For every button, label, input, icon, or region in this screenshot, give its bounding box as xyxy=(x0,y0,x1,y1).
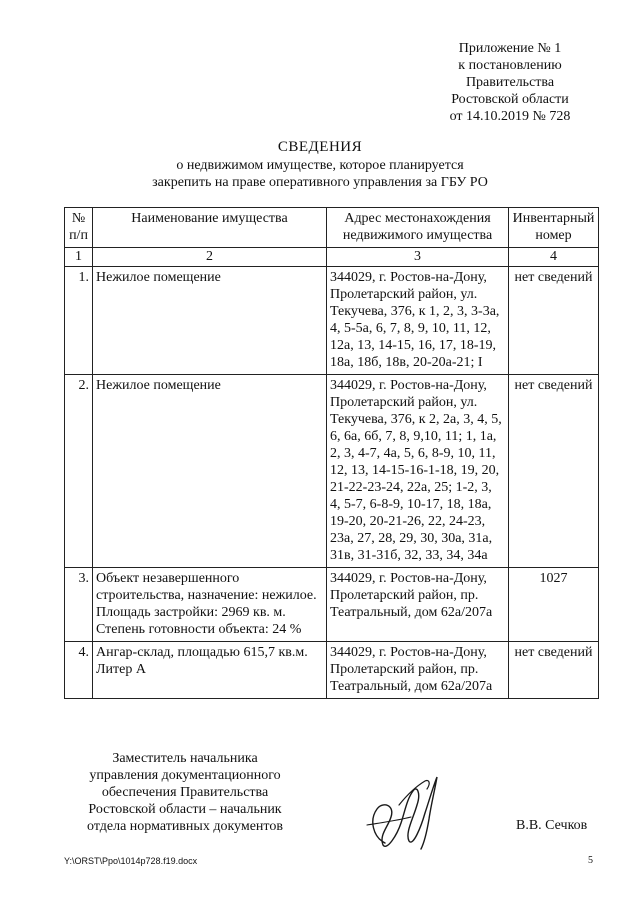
row-number: 3. xyxy=(65,568,93,642)
header-name: Наименование имущества xyxy=(93,208,327,248)
row-address: 344029, г. Ростов-на-Дону, Пролетарский район, пр. Театральный, дом 62а/207а xyxy=(327,642,509,699)
row-address: 344029, г. Ростов-на-Дону, Пролетарский район, ул. Текучева, 376, к 2, 2а, 3, 4, 5, 6, 6а, 6б, 7, 8, 9,10, 11; 1, 1а, 2, 3, 4-7, 4а, 5, 6, 8-9, 10, 11, 12, 13, 14-15-16-1-18, 19, 20, 21-22-23-24, 22а, 25; 1-2, 3, 4, 5-7, 6-8-9, 10-17, 18, 18а, 19-20, 20-21-26, 22, 24-23, 23а, 27, 28, 29, 30, 30а, 31а, 31в, 31-31б, 32, 33, 34, 34а xyxy=(327,375,509,568)
row-inventory: нет сведений xyxy=(509,642,599,699)
signer-line: обеспечения Правительства xyxy=(101,785,269,800)
signer-position xyxy=(60,750,310,835)
page-number: 5 xyxy=(588,855,593,866)
signer-name: В.В. Сечков xyxy=(516,818,588,833)
header-inventory: Инвентарный номер xyxy=(509,208,599,248)
appendix-line: Правительства xyxy=(465,75,555,90)
appendix-block xyxy=(420,40,600,125)
row-number: 2. xyxy=(65,375,93,568)
row-number: 4. xyxy=(65,642,93,699)
appendix-line: Приложение № 1 xyxy=(458,41,562,56)
header-address: Адрес местонахождения недвижимого имущества xyxy=(327,208,509,248)
row-name: Объект незавершенного строительства, назначение: нежилое. Площадь застройки: 2969 кв. м. Степень готовности объекта: 24 % xyxy=(93,568,327,642)
document-subtitle-line1: о недвижимом имуществе, которое планируется xyxy=(176,158,464,173)
appendix-line: Ростовской области xyxy=(451,92,569,107)
signer-line: Ростовской области – начальник xyxy=(88,802,282,817)
index-cell: 4 xyxy=(509,248,599,267)
row-number: 1. xyxy=(65,267,93,375)
row-address: 344029, г. Ростов-на-Дону, Пролетарский район, ул. Текучева, 376, к 1, 2, 3, 3-3а, 4, 5-5а, 6, 7, 8, 9, 10, 11, 12, 12а, 13, 14-15, 16, 17, 18-19, 18а, 18б, 18в, 20-20а-21; I xyxy=(327,267,509,375)
header-number: № п/п xyxy=(65,208,93,248)
appendix-line: к постановлению xyxy=(458,58,562,73)
row-name: Нежилое помещение xyxy=(93,375,327,568)
document-subtitle-line2: закрепить на праве оперативного управления за ГБУ РО xyxy=(152,175,488,190)
row-inventory: 1027 xyxy=(509,568,599,642)
property-table xyxy=(64,207,599,699)
table-row xyxy=(65,568,599,642)
table-row xyxy=(65,267,599,375)
table-index-row xyxy=(65,248,599,267)
row-name: Ангар-склад, площадью 615,7 кв.м. Литер А xyxy=(93,642,327,699)
footer-file-path: Y:\ORST\Ppo\1014p728.f19.docx xyxy=(64,856,198,866)
table-row xyxy=(65,642,599,699)
row-inventory: нет сведений xyxy=(509,267,599,375)
row-inventory: нет сведений xyxy=(509,375,599,568)
row-name: Нежилое помещение xyxy=(93,267,327,375)
row-address: 344029, г. Ростов-на-Дону, Пролетарский район, пр. Театральный, дом 62а/207а xyxy=(327,568,509,642)
index-cell: 1 xyxy=(65,248,93,267)
index-cell: 2 xyxy=(93,248,327,267)
table-header-row xyxy=(65,208,599,248)
document-title: СВЕДЕНИЯ xyxy=(277,139,363,155)
signer-line: Заместитель начальника xyxy=(112,751,258,766)
table-row xyxy=(65,375,599,568)
signer-line: управления документационного xyxy=(89,768,281,783)
handwritten-signature xyxy=(355,765,440,855)
index-cell: 3 xyxy=(327,248,509,267)
signer-line: отдела нормативных документов xyxy=(87,819,283,834)
appendix-line: от 14.10.2019 № 728 xyxy=(449,109,571,124)
